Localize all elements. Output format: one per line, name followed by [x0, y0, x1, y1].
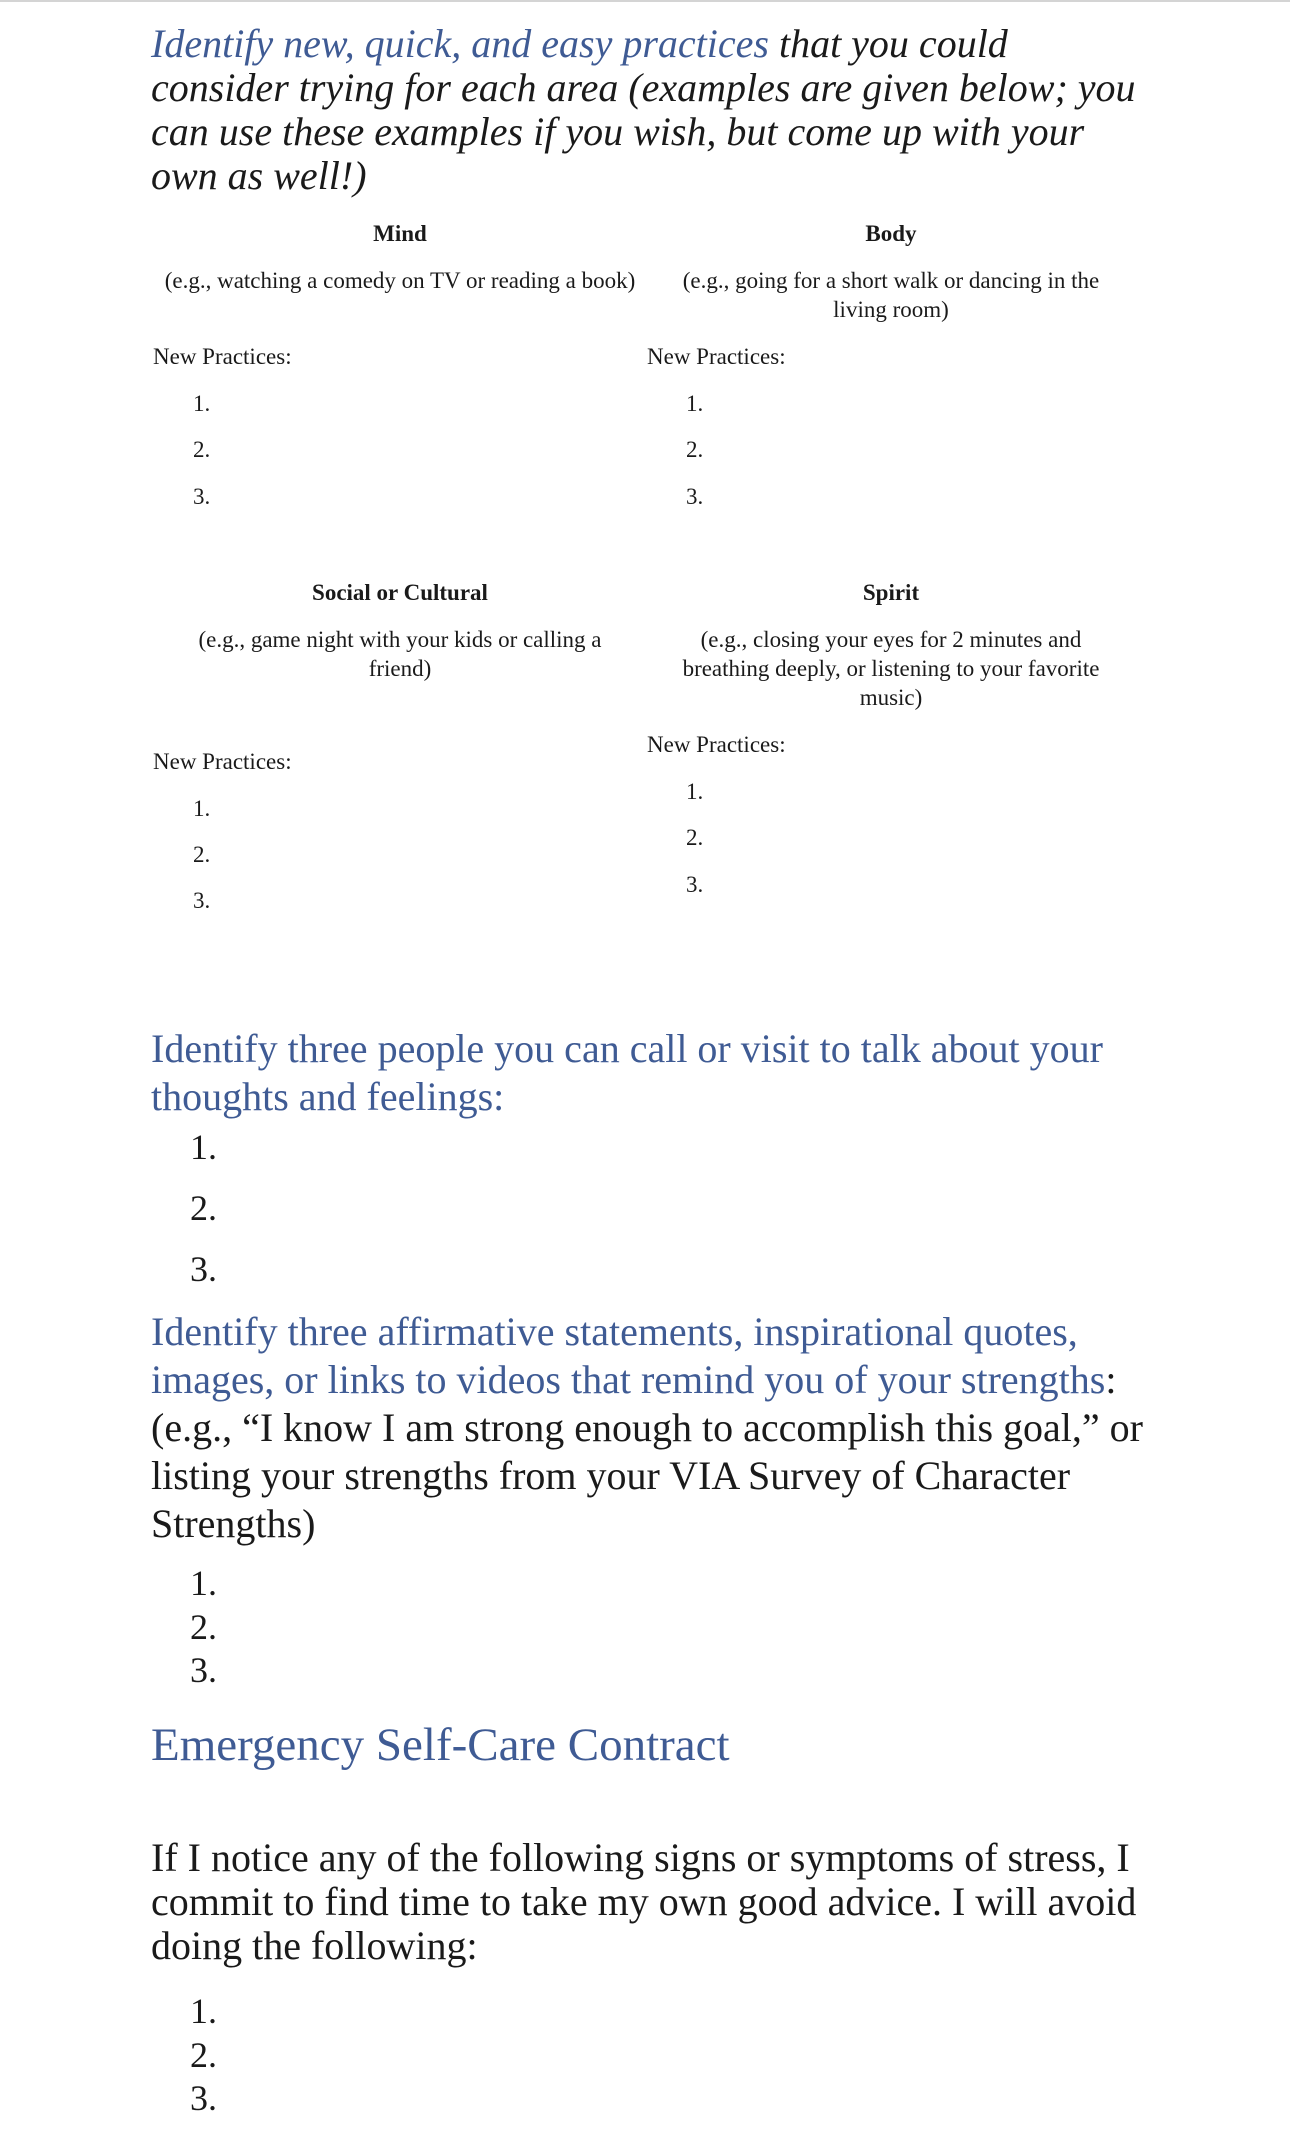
affirm-item-3[interactable]: 3. — [190, 1650, 217, 1690]
intro-paragraph — [151, 22, 1151, 198]
spirit-title: Spirit — [862, 580, 920, 605]
affirm-text: (e.g., “I know I am strong enough to accomplish this goal,” or listing your strengths from your VIA Survey of Character Strengths) — [151, 1405, 1143, 1546]
social-item-3[interactable]: 3. — [193, 888, 211, 913]
affirm-heading: Identify three affirmative statements, inspirational quotes, images, or links to videos that remind you of your strengths — [151, 1309, 1106, 1402]
body-title: Body — [865, 221, 917, 246]
mind-example: (e.g., watching a comedy on TV or reading a book) — [164, 268, 636, 293]
spirit-item-3[interactable]: 3. — [686, 872, 704, 897]
top-divider — [0, 0, 1290, 2]
social-title: Social or Cultural — [312, 580, 488, 605]
contract-title: Emergency Self-Care Contract — [151, 1719, 730, 1771]
people-item-1[interactable]: 1. — [190, 1127, 217, 1167]
people-item-2[interactable]: 2. — [190, 1188, 217, 1228]
body-item-2[interactable]: 2. — [686, 437, 704, 462]
social-new-practices-label: New Practices: — [153, 749, 292, 774]
body-item-1[interactable]: 1. — [686, 391, 704, 416]
mind-new-practices-label: New Practices: — [153, 344, 292, 369]
affirm-item-2[interactable]: 2. — [190, 1607, 217, 1647]
mind-item-2[interactable]: 2. — [193, 437, 211, 462]
affirm-colon: : — [1105, 1357, 1117, 1402]
people-heading: Identify three people you can call or visit to talk about your thoughts and feelings: — [151, 1026, 1103, 1119]
spirit-item-2[interactable]: 2. — [686, 825, 704, 850]
social-item-2[interactable]: 2. — [193, 842, 211, 867]
intro-text: that you could consider trying for each area (examples are given below; you can use these examples if you wish, but come up with your own as well!) — [151, 21, 1136, 198]
contract-item-2[interactable]: 2. — [190, 2035, 217, 2075]
contract-item-3[interactable]: 3. — [190, 2078, 217, 2118]
social-example: (e.g., game night with your kids or calling a friend) — [198, 627, 602, 681]
spirit-item-1[interactable]: 1. — [686, 779, 704, 804]
mind-item-1[interactable]: 1. — [193, 391, 211, 416]
body-item-3[interactable]: 3. — [686, 484, 704, 509]
spirit-example: (e.g., closing your eyes for 2 minutes and breathing deeply, or listening to your favorite music) — [682, 627, 1100, 710]
mind-title: Mind — [373, 221, 427, 246]
mind-item-3[interactable]: 3. — [193, 484, 211, 509]
body-new-practices-label: New Practices: — [647, 344, 786, 369]
social-item-1[interactable]: 1. — [193, 796, 211, 821]
spirit-new-practices-label: New Practices: — [647, 732, 786, 757]
intro-highlight: Identify new, quick, and easy practices — [151, 21, 769, 66]
contract-text: If I notice any of the following signs or symptoms of stress, I commit to find time to take my own good advice. I will avoid doing the following: — [151, 1835, 1137, 1968]
body-example: (e.g., going for a short walk or dancing in the living room) — [682, 268, 1100, 322]
contract-item-1[interactable]: 1. — [190, 1991, 217, 2031]
affirm-paragraph — [151, 1308, 1161, 1548]
affirm-item-1[interactable]: 1. — [190, 1563, 217, 1603]
people-item-3[interactable]: 3. — [190, 1249, 217, 1289]
